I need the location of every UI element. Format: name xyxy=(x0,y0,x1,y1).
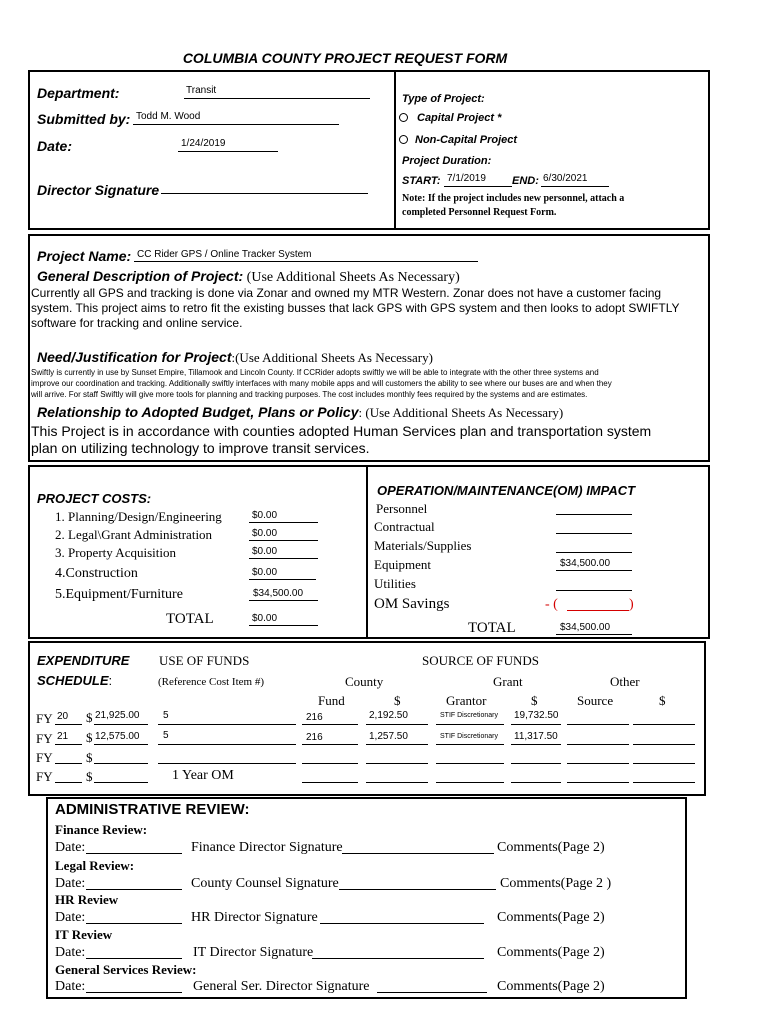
row2-grantor[interactable]: STIF Discretionary xyxy=(440,733,498,740)
hr-review-heading: HR Review xyxy=(55,892,119,907)
project-name-field[interactable]: CC Rider GPS / Online Tracker System xyxy=(137,249,312,260)
source-of-funds-heading: SOURCE OF FUNDS xyxy=(422,653,540,668)
need-line-2: improve our coordination and tracking. Additionally swiftly interfaces with many mobile apps and will customers the ability to see where our buses are and when they xyxy=(31,379,612,388)
om-total-label: TOTAL xyxy=(468,620,516,636)
row2-fy[interactable]: 21 xyxy=(57,731,69,742)
cost-item-4-label: 4.Construction xyxy=(55,566,138,581)
om-savings-close: ) xyxy=(629,597,634,612)
om-savings-field[interactable] xyxy=(567,610,629,611)
row1-amount[interactable]: 21,925.00 xyxy=(95,710,140,721)
admin-review-title: ADMINISTRATIVE REVIEW: xyxy=(55,801,250,818)
general-description-label: General Description of Project: xyxy=(37,268,244,284)
use-of-funds-heading: USE OF FUNDS xyxy=(159,653,250,668)
it-signature-field[interactable] xyxy=(312,958,484,959)
need-line-1: Swiftly is currently in use by Sunset Empire, Tillamook and Lincoln County. If CCRider adopts swiftly we will be able to integrate with the other three systems and xyxy=(31,368,599,377)
need-line-3: will arrive. For staff Swiftly will give more tools for planning and tracking purposes. The cost includes monthly fees required by the systems and are estimates. xyxy=(31,390,588,399)
date-field[interactable]: 1/24/2019 xyxy=(181,138,226,149)
noncapital-radio[interactable] xyxy=(399,135,408,144)
end-label: END: xyxy=(512,175,539,187)
general-services-heading: General Services Review: xyxy=(55,962,197,977)
relationship-line-1: This Project is in accordance with counties adopted Human Services plan and transportation system xyxy=(31,423,652,439)
row1-grant-amount[interactable]: 19,732.50 xyxy=(514,710,559,721)
start-label: START: xyxy=(402,175,441,187)
grantor-heading: Grantor xyxy=(446,693,487,708)
row2-ref[interactable]: 5 xyxy=(163,730,169,741)
row4-fy[interactable] xyxy=(55,782,82,783)
it-signature-label: IT Director Signature xyxy=(193,945,314,960)
description-line-1: Currently all GPS and tracking is done via Zonar and owned my MTR Western. Zonar does not have a customer facing xyxy=(31,286,662,300)
om-contractual-label: Contractual xyxy=(374,519,435,534)
row1-grantor[interactable]: STIF Discretionary xyxy=(440,712,498,719)
row1-county-amount[interactable]: 2,192.50 xyxy=(369,710,408,721)
cost-item-3-value[interactable]: $0.00 xyxy=(252,546,278,557)
capital-radio[interactable] xyxy=(399,113,408,122)
note-line-1: Note: If the project includes new personnel, attach a xyxy=(402,193,625,204)
cost-item-4-value[interactable]: $0.00 xyxy=(252,567,278,578)
om-equipment-label: Equipment xyxy=(374,557,432,572)
director-signature-field[interactable] xyxy=(161,193,368,194)
project-name-label: Project Name: xyxy=(37,248,132,264)
finance-signature-field[interactable] xyxy=(342,853,494,854)
general-services-date-field[interactable] xyxy=(86,992,182,993)
submitted-by-field[interactable]: Todd M. Wood xyxy=(136,111,201,122)
general-description-hint: (Use Additional Sheets As Necessary) xyxy=(243,270,460,285)
costs-total-label: TOTAL xyxy=(166,611,214,627)
type-of-project-label: Type of Project: xyxy=(402,93,485,105)
capital-project-label: Capital Project * xyxy=(417,112,502,124)
it-date-field[interactable] xyxy=(86,958,182,959)
om-contractual-field[interactable] xyxy=(556,533,632,534)
cost-item-3-label: 3. Property Acquisition xyxy=(55,545,176,560)
om-savings-open: - ( xyxy=(545,597,558,612)
om-utilities-field[interactable] xyxy=(556,590,632,591)
grant-dollar-heading: $ xyxy=(531,693,538,708)
general-services-signature-field[interactable] xyxy=(377,992,487,993)
relationship-hint: : (Use Additional Sheets As Necessary) xyxy=(358,405,564,420)
other-dollar-heading: $ xyxy=(659,693,666,708)
legal-signature-field[interactable] xyxy=(339,889,496,890)
description-line-2: system. This project aims to retro fit the existing busses that lack GPS with GPS system and then looks to adopt SWIFTLY xyxy=(31,301,680,315)
expenditure-title: EXPENDITURE xyxy=(37,653,130,668)
row3-fy[interactable] xyxy=(55,763,82,764)
one-year-om-label: 1 Year OM xyxy=(172,768,234,783)
relationship-label: Relationship to Adopted Budget, Plans or Policy xyxy=(37,404,359,420)
om-impact-title: OPERATION/MAINTENANCE(OM) IMPACT xyxy=(377,483,636,498)
hr-signature-label: HR Director Signature xyxy=(191,910,318,925)
source-heading: Source xyxy=(577,693,614,708)
hr-signature-field[interactable] xyxy=(320,923,484,924)
form-title: COLUMBIA COUNTY PROJECT REQUEST FORM xyxy=(182,50,508,66)
note-line-2: completed Personnel Request Form. xyxy=(402,207,557,218)
submitted-by-label: Submitted by: xyxy=(37,111,131,127)
schedule-title: SCHEDULE xyxy=(37,673,109,688)
row1-ref[interactable]: 5 xyxy=(163,710,169,721)
legal-comments-link[interactable]: Comments(Page 2 ) xyxy=(500,876,612,891)
legal-signature-label: County Counsel Signature xyxy=(191,876,339,891)
om-personnel-field[interactable] xyxy=(556,514,632,515)
it-comments-link[interactable]: Comments(Page 2) xyxy=(497,945,605,960)
row1-fy[interactable]: 20 xyxy=(57,711,69,722)
row2-amount[interactable]: 12,575.00 xyxy=(95,731,140,742)
cost-item-5-value[interactable]: $34,500.00 xyxy=(253,588,304,599)
finance-comments-link[interactable]: Comments(Page 2) xyxy=(497,840,605,855)
costs-total-value[interactable]: $0.00 xyxy=(252,613,278,624)
finance-date-field[interactable] xyxy=(86,853,182,854)
row1-fund[interactable]: 216 xyxy=(306,712,323,723)
om-personnel-label: Personnel xyxy=(376,501,428,516)
project-costs-title: PROJECT COSTS: xyxy=(37,491,152,506)
legal-review-heading: Legal Review: xyxy=(55,858,135,873)
hr-comments-link[interactable]: Comments(Page 2) xyxy=(497,910,605,925)
row2-county-amount[interactable]: 1,257.50 xyxy=(369,731,408,742)
hr-date-field[interactable] xyxy=(86,923,182,924)
fund-heading: Fund xyxy=(318,693,345,708)
row2-fund[interactable]: 216 xyxy=(306,732,323,743)
general-services-signature-label: General Ser. Director Signature xyxy=(193,979,370,994)
other-heading: Other xyxy=(610,674,640,689)
om-equipment-value[interactable]: $34,500.00 xyxy=(560,558,611,569)
need-justification-hint: :(Use Additional Sheets As Necessary) xyxy=(231,350,433,365)
date-label: Date: xyxy=(37,138,73,154)
start-date-field[interactable]: 7/1/2019 xyxy=(447,173,486,184)
need-justification-label: Need/Justification for Project xyxy=(37,349,232,365)
finance-signature-label: Finance Director Signature xyxy=(191,840,343,855)
fy-label: FY xyxy=(36,711,53,726)
row2-grant-amount[interactable]: 11,317.50 xyxy=(514,731,558,742)
finance-review-heading: Finance Review: xyxy=(55,822,148,837)
om-savings-label: OM Savings xyxy=(374,596,450,612)
om-utilities-label: Utilities xyxy=(374,576,416,591)
cost-item-2-label: 2. Legal\Grant Administration xyxy=(55,527,213,542)
project-duration-label: Project Duration: xyxy=(402,155,492,167)
cost-item-2-value[interactable]: $0.00 xyxy=(252,528,278,539)
om-materials-label: Materials/Supplies xyxy=(374,538,472,553)
cost-item-5-label: 5.Equipment/Furniture xyxy=(55,587,183,602)
description-line-3: software for tracking and online service. xyxy=(31,316,243,330)
department-label: Department: xyxy=(37,85,120,101)
row4-amount[interactable] xyxy=(94,782,148,783)
row3-amount[interactable] xyxy=(94,763,148,764)
cost-item-1-label: 1. Planning/Design/Engineering xyxy=(55,509,222,524)
reference-cost-heading: (Reference Cost Item #) xyxy=(158,676,264,688)
relationship-line-2: plan on utilizing technology to improve transit services. xyxy=(31,440,370,456)
noncapital-project-label: Non-Capital Project xyxy=(415,134,518,146)
general-services-comments-link[interactable]: Comments(Page 2) xyxy=(497,979,605,994)
om-materials-field[interactable] xyxy=(556,552,632,553)
department-field[interactable]: Transit xyxy=(186,85,217,96)
county-dollar-heading: $ xyxy=(394,693,401,708)
county-heading: County xyxy=(345,674,384,689)
cost-item-1-value[interactable]: $0.00 xyxy=(252,510,278,521)
director-signature-label: Director Signature xyxy=(37,182,160,198)
legal-date-field[interactable] xyxy=(86,889,182,890)
it-review-heading: IT Review xyxy=(55,927,113,942)
om-total-value[interactable]: $34,500.00 xyxy=(560,622,611,633)
end-date-field[interactable]: 6/30/2021 xyxy=(543,173,588,184)
grant-heading: Grant xyxy=(493,674,523,689)
